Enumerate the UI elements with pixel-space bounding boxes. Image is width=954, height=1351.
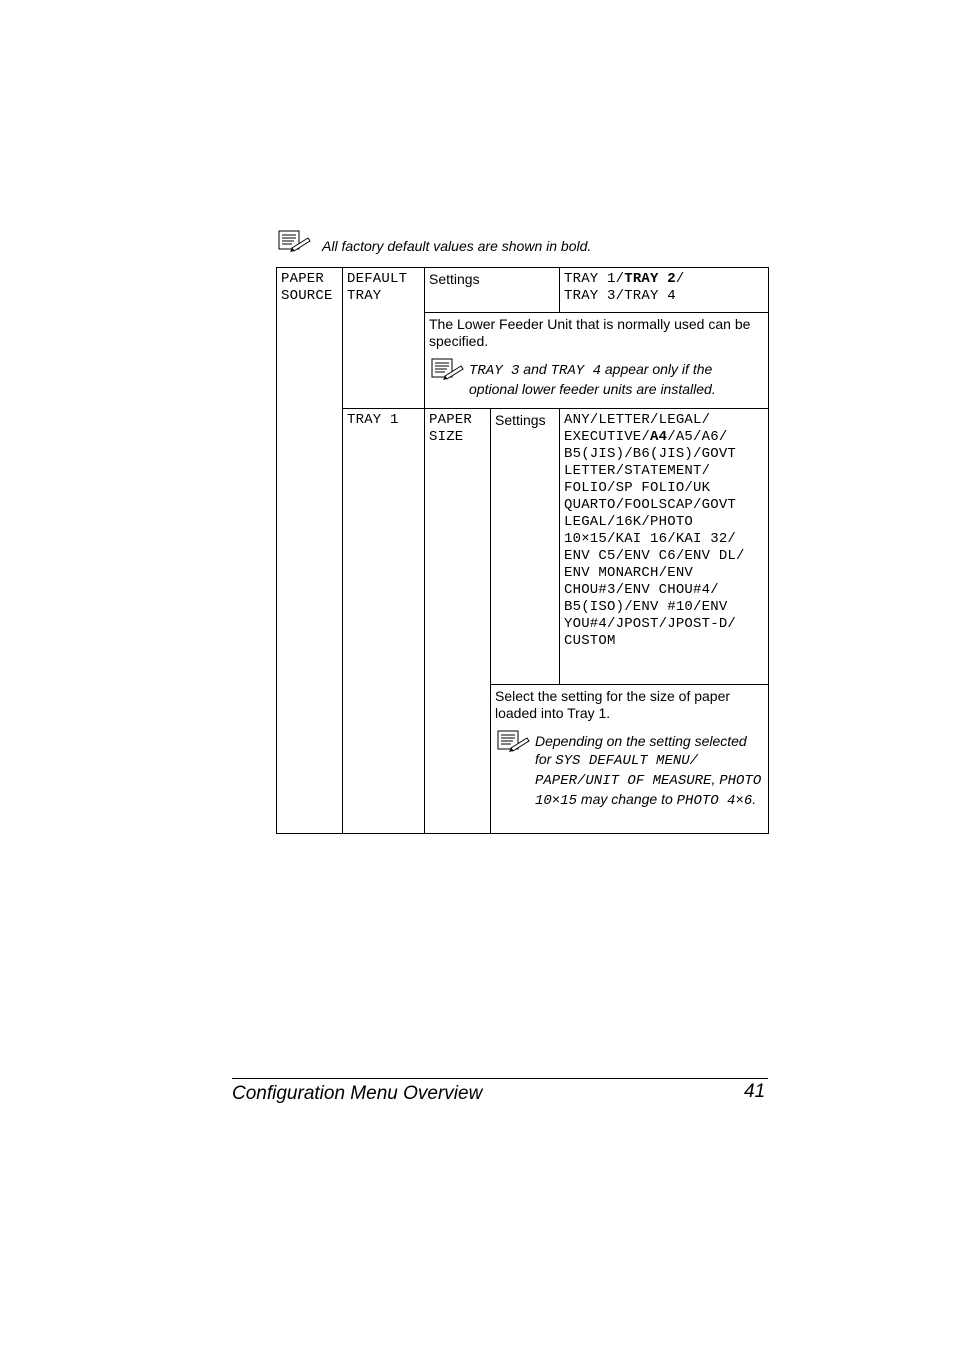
tray1-description: Select the setting for the size of paper loaded into Tray 1. [495,688,731,721]
note-text-part: and [519,361,551,377]
note-code: TRAY 3 [469,363,520,379]
default-tray-settings-label: Settings [429,271,480,287]
note-pad-icon [278,230,312,256]
note-code: TRAY 4 [550,363,601,379]
paper-size-cell [425,409,491,834]
default-tray-description: The Lower Feeder Unit that is normally used can be specified. [429,316,751,349]
tray1-description-cell [491,685,769,834]
note-text-part: appear only if the optional lower feeder units are installed. [469,361,716,397]
paper-source-label: PAPER SOURCE [281,271,333,304]
tray1-value-text: EXECUTIVE/ [564,429,651,445]
tray1-values-cell [560,409,769,685]
paper-size-label: PAPER SIZE [429,412,473,445]
tray1-value-text: /A5/A6/ [667,429,728,445]
paper-source-cell [277,268,343,834]
footer-rule [232,1078,768,1079]
page-number: 41 [744,1081,766,1102]
default-tray-values-line1 [564,271,764,288]
default-tray-values-line2: TRAY 3/TRAY 4 [564,288,676,304]
note-code: PHOTO 10×15 [535,773,762,809]
note-text-part: may change to [577,791,677,807]
default-tray-note [429,360,764,398]
tray1-values-line2 [564,429,764,446]
tray1-values-rest: B5(JIS)/B6(JIS)/GOVT LETTER/STATEMENT/ FOLIO/SP FOLIO/UK QUARTO/FOOLSCAP/GOVT LEGAL/16K/PHOTO 10×15/KAI 16/KAI 32/ ENV C5/ENV C6/ENV DL/ ENV MONARCH/ENV CHOU#3/ENV CHOU#4/ B5(ISO)/ENV #10/ENV YOU#4/JPOST/JPOST-D/ CUSTOM [564,446,745,649]
tray1-settings-cell [491,409,560,685]
note-pad-icon [497,730,531,756]
tray1-note-text [535,732,764,810]
note-text-part: Depending on the setting selected for [535,733,747,767]
default-tray-note-text [469,360,764,398]
default-tray-values-cell [560,268,769,313]
default-tray-settings-cell [425,268,560,313]
tray1-values-line1: ANY/LETTER/LEGAL/ [564,412,711,428]
note-code: PHOTO 4×6 [676,793,753,809]
note-code: SYS DEFAULT MENU/ PAPER/UNIT OF MEASURE [535,753,712,789]
tray1-cell [343,409,425,834]
tray1-note [495,732,764,810]
default-tray-description-cell [425,313,769,409]
default-tray-label: DEFAULT TRAY [347,271,408,304]
tray1-label: TRAY 1 [347,412,399,428]
note-text-part: , [711,771,720,787]
default-tray-cell [343,268,425,409]
footer-title: Configuration Menu Overview [232,1083,483,1104]
tray1-settings-label: Settings [495,412,546,428]
default-tray-default-value: TRAY 2 [624,271,676,287]
tray1-default-value: A4 [650,429,668,445]
default-values-note-text: All factory default values are shown in bold. [322,238,592,254]
note-text-part: . [752,791,757,807]
paper-source-menu-table [276,267,769,834]
note-pad-icon [431,358,465,384]
default-tray-value-text: TRAY 1/ [564,271,625,287]
default-values-note [278,230,768,258]
default-tray-value-text: / [675,271,685,287]
